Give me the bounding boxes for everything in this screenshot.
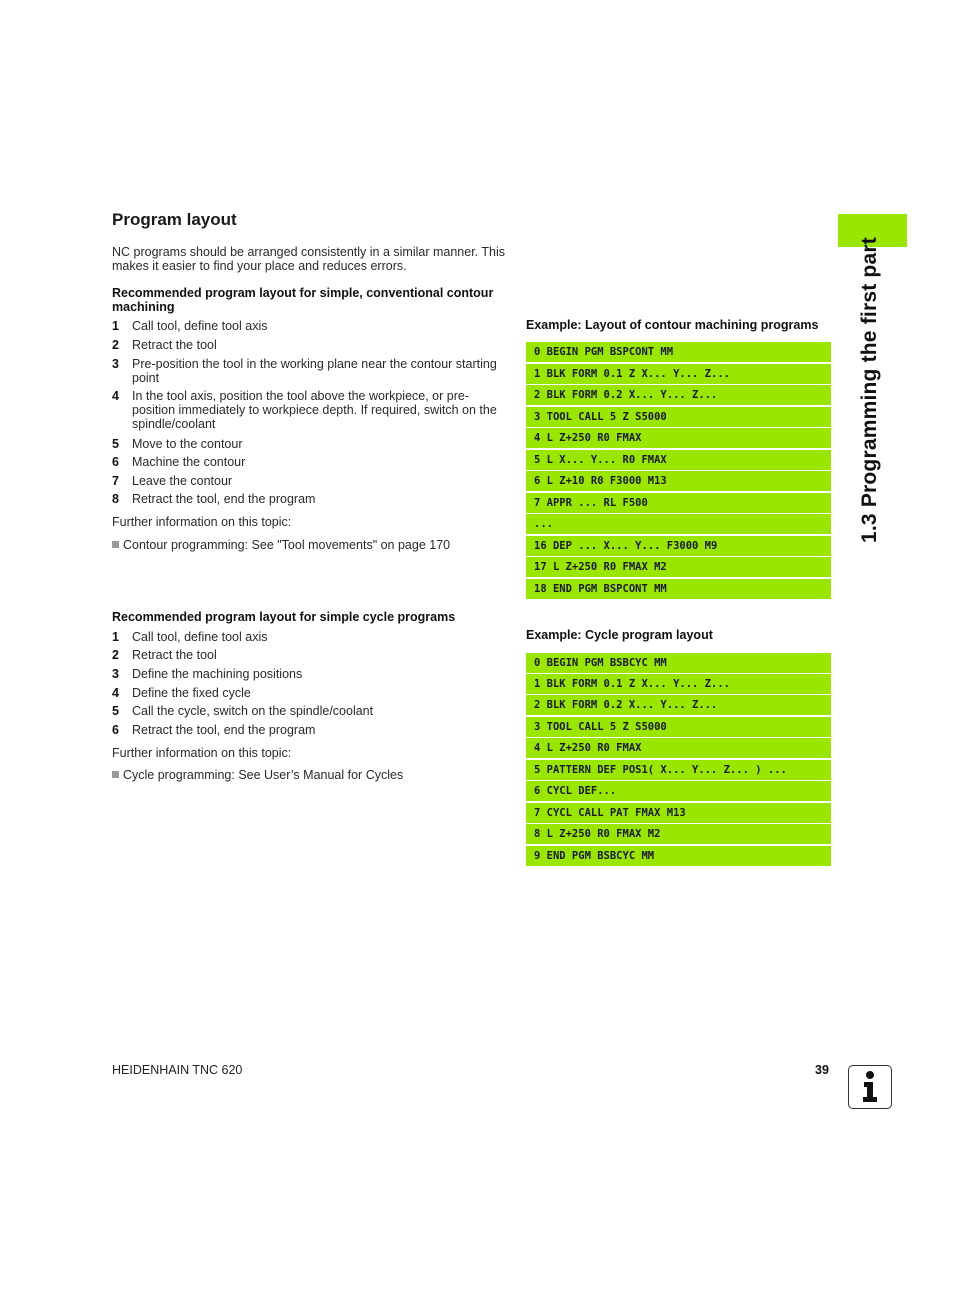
code-line: 7 CYCL CALL PAT FMAX M13 (526, 803, 831, 823)
cycle-example-title: Example: Cycle program layout (526, 628, 713, 642)
cycle-layout-heading: Recommended program layout for simple cycle programs (112, 610, 456, 624)
code-line: 5 L X... Y... R0 FMAX (526, 450, 831, 470)
code-line: 1 BLK FORM 0.1 Z X... Y... Z... (526, 364, 831, 384)
info-icon (848, 1065, 892, 1109)
code-line: 1 BLK FORM 0.1 Z X... Y... Z... (526, 674, 831, 694)
code-line: 18 END PGM BSPCONT MM (526, 579, 831, 599)
code-line: 8 L Z+250 R0 FMAX M2 (526, 824, 831, 844)
code-line: 2 BLK FORM 0.2 X... Y... Z... (526, 695, 831, 715)
code-line: 6 L Z+10 R0 F3000 M13 (526, 471, 831, 491)
code-line: 6 CYCL DEF... (526, 781, 831, 801)
chapter-side-title (858, 237, 898, 873)
bullet-square-icon (112, 541, 119, 548)
info-icon-glyph (849, 1066, 890, 1107)
code-line: 2 BLK FORM 0.2 X... Y... Z... (526, 385, 831, 405)
contour-example-title: Example: Layout of contour machining programs (526, 318, 819, 332)
chapter-side-title-text: 1.3 Programming the first part (858, 237, 881, 543)
code-line: 0 BEGIN PGM BSBCYC MM (526, 653, 831, 673)
code-line: 3 TOOL CALL 5 Z S5000 (526, 407, 831, 427)
contour-further-info: Further information on this topic: (112, 515, 292, 529)
code-line: ... (526, 514, 831, 534)
section-intro: NC programs should be arranged consistently in a similar manner. This makes it easier to find your place and reduces errors. (112, 245, 506, 273)
cycle-further-info: Further information on this topic: (112, 746, 292, 760)
cycle-reference-item[interactable] (112, 768, 403, 782)
code-line: 4 L Z+250 R0 FMAX (526, 428, 831, 448)
bullet-square-icon (112, 771, 119, 778)
contour-reference-link[interactable]: Contour programming: See "Tool movements" on page 170 (123, 538, 451, 552)
page-number: 39 (815, 1063, 829, 1077)
code-line: 7 APPR ... RL F500 (526, 493, 831, 513)
section-title: Program layout (112, 210, 237, 229)
code-line: 9 END PGM BSBCYC MM (526, 846, 831, 866)
footer-manual-name: HEIDENHAIN TNC 620 (112, 1063, 243, 1077)
contour-layout-heading: Recommended program layout for simple, conventional contour machining (112, 286, 494, 314)
cycle-reference-link[interactable]: Cycle programming: See User’s Manual for Cycles (123, 768, 404, 782)
code-line: 17 L Z+250 R0 FMAX M2 (526, 557, 831, 577)
contour-reference-item[interactable] (112, 538, 450, 552)
code-line: 4 L Z+250 R0 FMAX (526, 738, 831, 758)
code-line: 0 BEGIN PGM BSPCONT MM (526, 342, 831, 362)
code-line: 16 DEP ... X... Y... F3000 M9 (526, 536, 831, 556)
code-line: 5 PATTERN DEF POS1( X... Y... Z... ) ... (526, 760, 831, 780)
code-line: 3 TOOL CALL 5 Z S5000 (526, 717, 831, 737)
